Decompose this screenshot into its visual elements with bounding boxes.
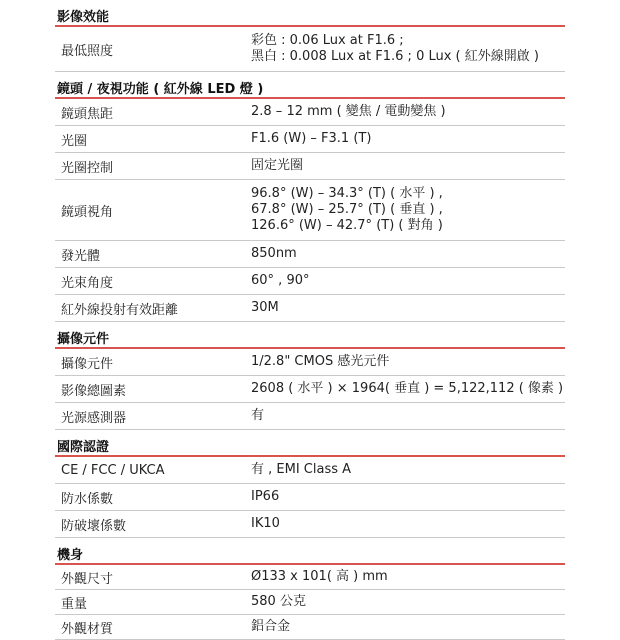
- value-line: 有: [251, 408, 265, 423]
- value-line: 彩色 : 0.06 Lux at F1.6 ;: [251, 33, 404, 48]
- row-value: [251, 594, 565, 610]
- row-value: [251, 300, 565, 316]
- row-value: [251, 462, 565, 478]
- value-line: 96.8° (W) – 34.3° (T) ( 水平 ) ,: [251, 186, 443, 201]
- table-row: [55, 484, 565, 511]
- value-line: IP66: [251, 489, 280, 504]
- table-row: [55, 268, 565, 295]
- value-line: 30M: [251, 300, 279, 315]
- row-label: 防破壞係數: [61, 518, 127, 534]
- table-row: [55, 349, 565, 376]
- section-header-housing: 機身: [55, 538, 565, 565]
- table-row: [55, 457, 565, 484]
- row-label: 光圈控制: [61, 160, 114, 176]
- row-label: 鏡頭視角: [61, 204, 114, 220]
- value-line: 有 , EMI Class A: [251, 462, 352, 477]
- table-row: [55, 565, 565, 590]
- row-label: 光束角度: [61, 275, 114, 291]
- table-row: [55, 99, 565, 126]
- row-value: [251, 619, 565, 635]
- row-label: 攝像元件: [61, 356, 114, 372]
- value-line: Ø133 x 101( 高 ) mm: [251, 569, 388, 584]
- table-row: [55, 376, 565, 403]
- row-value: [251, 33, 565, 65]
- table-row: [55, 126, 565, 153]
- row-value: [251, 516, 565, 532]
- row-label: 發光體: [61, 248, 101, 264]
- row-value: [251, 489, 565, 505]
- row-label: 影像總圖素: [61, 383, 127, 399]
- row-value: [251, 104, 565, 120]
- row-value: [251, 408, 565, 424]
- row-value: [251, 354, 565, 370]
- row-value: [251, 246, 565, 262]
- table-row: [55, 241, 565, 268]
- row-value: [251, 569, 565, 585]
- table-row: [55, 615, 565, 640]
- row-label: 重量: [61, 596, 88, 612]
- table-row: [55, 27, 565, 72]
- row-label: 鏡頭焦距: [61, 106, 114, 122]
- row-value: [251, 186, 565, 234]
- section-header-lens: 鏡頭 / 夜視功能 ( 紅外線 LED 燈 ): [55, 72, 565, 99]
- table-row: [55, 295, 565, 322]
- value-line: 67.8° (W) – 25.7° (T) ( 垂直 ) ,: [251, 202, 443, 217]
- value-line: 2.8 – 12 mm ( 變焦 / 電動變焦 ): [251, 104, 446, 119]
- row-label: 外觀材質: [61, 621, 114, 637]
- row-label: 最低照度: [61, 43, 114, 59]
- value-line: 1/2.8" CMOS 感光元件: [251, 354, 390, 369]
- value-line: 鋁合金: [251, 619, 291, 634]
- row-label: CE / FCC / UKCA: [61, 462, 165, 478]
- row-label: 光圈: [61, 133, 88, 149]
- row-label: 外觀尺寸: [61, 571, 114, 587]
- row-value: [251, 381, 565, 397]
- table-row: [55, 153, 565, 180]
- value-line: 60° , 90°: [251, 273, 310, 288]
- section-header-performance: 影像效能: [55, 0, 565, 27]
- table-row: [55, 180, 565, 241]
- value-line: 2608 ( 水平 ) × 1964( 垂直 ) = 5,122,112 ( 像素 ): [251, 381, 564, 396]
- row-label: 紅外線投射有效距離: [61, 302, 179, 318]
- section-header-certification: 國際認證: [55, 430, 565, 457]
- value-line: 580 公克: [251, 594, 306, 609]
- row-value: [251, 131, 565, 147]
- section-header-sensor: 攝像元件: [55, 322, 565, 349]
- table-row: [55, 511, 565, 538]
- spec-table: [55, 0, 565, 640]
- row-label: 光源感測器: [61, 410, 127, 426]
- row-value: [251, 158, 565, 174]
- value-line: 固定光圈: [251, 158, 304, 173]
- table-row: [55, 590, 565, 615]
- value-line: 126.6° (W) – 42.7° (T) ( 對角 ): [251, 218, 443, 233]
- value-line: 黑白 : 0.008 Lux at F1.6 ; 0 Lux ( 紅外線開啟 ): [251, 49, 539, 64]
- row-label: 防水係數: [61, 491, 114, 507]
- table-row: [55, 403, 565, 430]
- value-line: F1.6 (W) – F3.1 (T): [251, 131, 372, 146]
- value-line: 850nm: [251, 246, 297, 261]
- row-value: [251, 273, 565, 289]
- value-line: IK10: [251, 516, 280, 531]
